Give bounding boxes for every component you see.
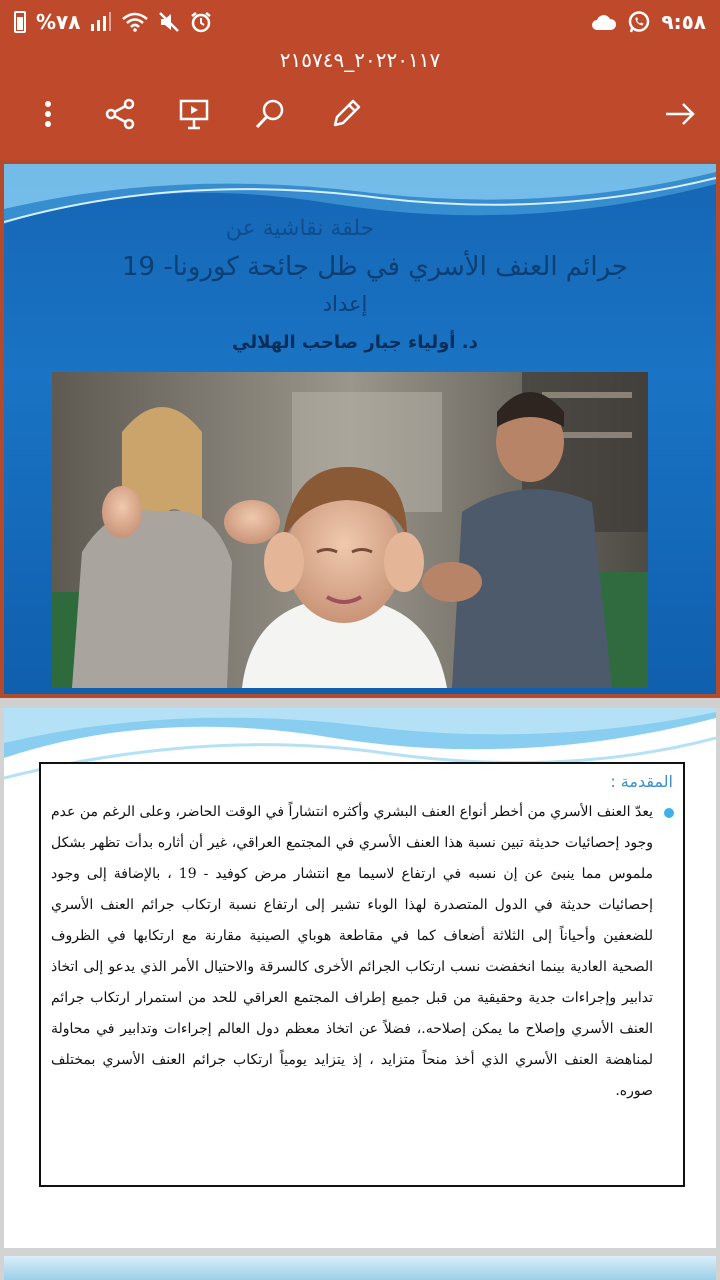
- slide-1-canvas: [4, 164, 716, 694]
- slide-heading: حلقة نقاشية عن: [225, 216, 375, 241]
- alarm-icon: [190, 11, 212, 33]
- share-button[interactable]: [98, 92, 142, 136]
- status-right: [591, 8, 706, 36]
- search-button[interactable]: [248, 92, 292, 136]
- more-options-button[interactable]: [26, 92, 70, 136]
- battery-icon: [14, 11, 26, 33]
- slideshow-button[interactable]: [172, 92, 216, 136]
- slide-title: جرائم العنف الأسري في ظل جائحة كورونا- 19: [121, 252, 628, 282]
- battery-percent: %٧٨: [36, 10, 81, 34]
- author-name: د. أولياء جبار صاحب الهلالي: [232, 332, 478, 353]
- intro-paragraph: يعدّ العنف الأسري من أخطر أنواع العنف البشري وأكثره انتشاراً في الوقت الحاضر، وعلى الرغم من عدم وجود إحصائيات حديثة تبين نسبة هذا العنف الأسري في المجتمع العراقي، غير أن أثاره بدأت تظهر بشكل ملموس مما ينبئ عن إن نسبه في ارتفاع لاسيما مع انتشار مرض كوفيد - 19 ، بالإضافة إلى وجود إحصائيات حديثة في الدول المتصدرة لهذا الوباء تشير إلى ارتفاع نسبة ارتكاب جرائم العنف الأسري للضعفين وأحياناً إلى الثلاثة أضعاف كما في مقاطعة هوباي الصينية مقارنة مع ارتكابها في الظروف الصحية العادية بينما انخفضت نسب ارتكاب الجرائم الأخرى كالسرقة والاحتيال الأمر الذي يدعو إلى اتخاذ تدابير وإجراءات جدية وحقيقية من قبل جميع إطراف المجتمع العراقي للحد من استمرار ارتكاب جرائم العنف الأسري وإصلاح ما يمكن إصلاحه.، فضلاً عن اتخاذ معظم دول العالم إجراءات وتدابير في محاولة لمناهضة العنف الأسري الذي أخذ منحاً متزايد ، إذ يتزايد يومياً ارتكاب جرائم العنف الأسري بمختلف صوره.: [51, 804, 653, 1099]
- whatsapp-icon: [627, 10, 651, 34]
- slide-1[interactable]: [0, 160, 720, 698]
- slide-photo: [52, 372, 648, 688]
- slide-2[interactable]: [4, 708, 716, 1248]
- more-vertical-icon: [31, 97, 65, 131]
- status-bar: [0, 0, 720, 44]
- wifi-icon: [122, 12, 148, 32]
- app-bar: [0, 44, 720, 160]
- document-title: ٢٠٢٢٠١١٧_٢١٥٧٤٩: [279, 48, 441, 72]
- cloud-icon: [591, 13, 617, 31]
- family-argument-image: [52, 372, 648, 688]
- pencil-icon: [329, 97, 363, 131]
- intro-text-box: [39, 762, 685, 1187]
- clock: ٩:٥٨: [661, 10, 706, 34]
- presentation-icon: [177, 97, 211, 131]
- edit-button[interactable]: [324, 92, 368, 136]
- intro-heading: المقدمة :: [610, 772, 673, 791]
- arrow-right-icon: [663, 97, 697, 131]
- slide-separator: [0, 698, 720, 708]
- share-icon: [103, 97, 137, 131]
- forward-button[interactable]: [658, 92, 702, 136]
- intro-paragraph-container: [51, 797, 673, 1107]
- search-icon: [253, 97, 287, 131]
- prepared-by-label: إعداد: [322, 292, 368, 316]
- mute-icon: [158, 11, 180, 33]
- signal-icon: [90, 12, 112, 32]
- bullet-icon: [664, 808, 674, 818]
- slide-3-preview[interactable]: [4, 1256, 716, 1280]
- status-left: [14, 8, 212, 36]
